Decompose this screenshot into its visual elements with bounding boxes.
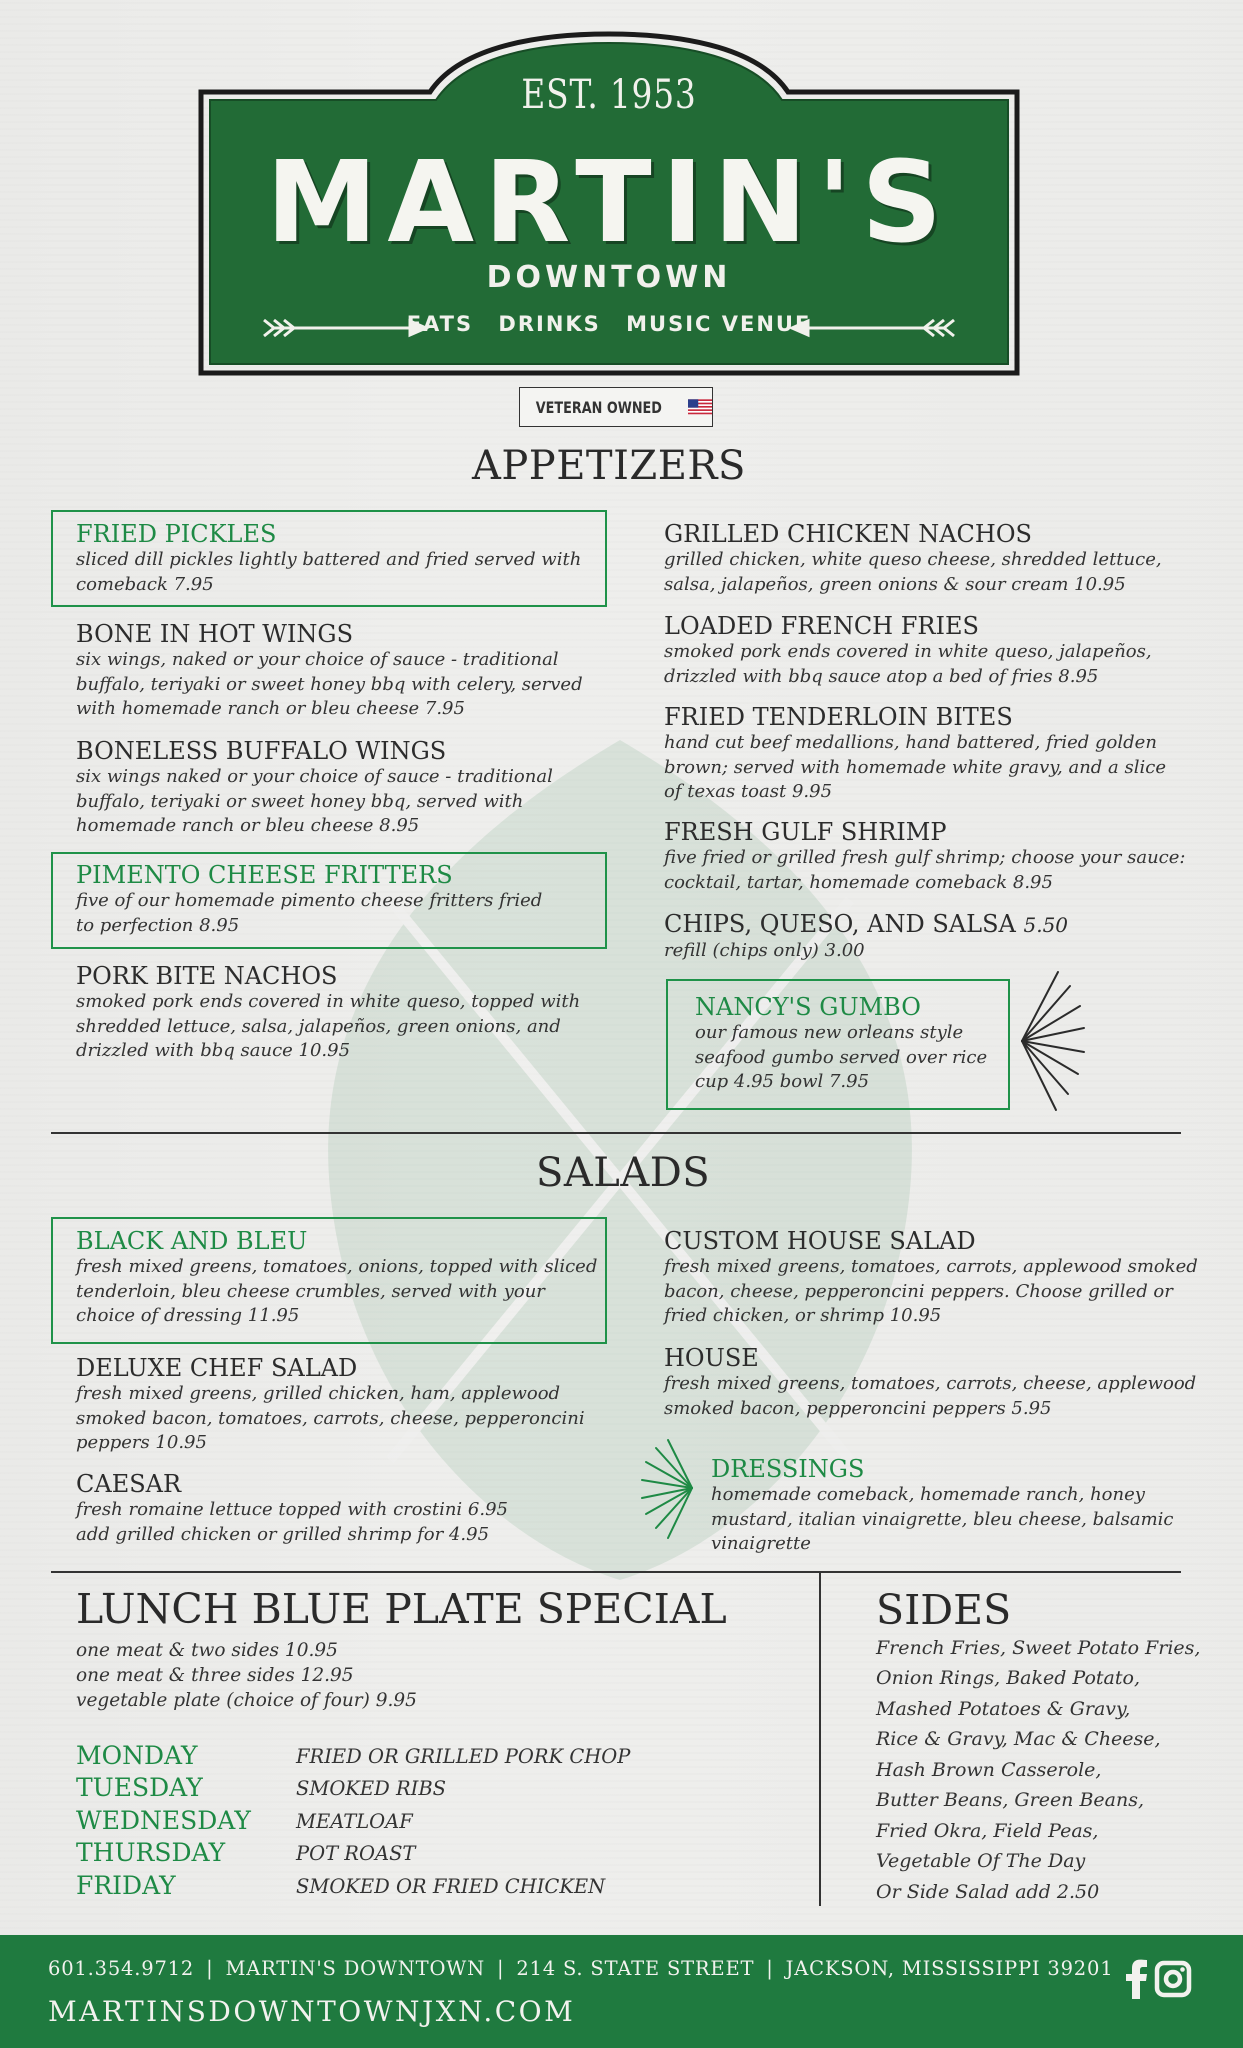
- item-name: FRIED TENDERLOIN BITES: [664, 703, 1013, 731]
- day-wednesday: WEDNESDAY: [76, 1806, 251, 1835]
- sides-line: Hash Brown Casserole,: [876, 1759, 1102, 1781]
- item-desc: refill (chips only) 3.00: [664, 940, 865, 961]
- sides-line: Vegetable Of The Day: [876, 1850, 1086, 1872]
- burst-lines-icon: [1018, 966, 1088, 1116]
- item-name: PORK BITE NACHOS: [76, 962, 338, 990]
- sides-title: SIDES: [876, 1586, 1012, 1634]
- dressings-item: [711, 1455, 1174, 1557]
- item-desc: six wings naked or your choice of sauce - traditional: [76, 766, 553, 787]
- sides-line: Mashed Potatoes & Gravy,: [876, 1698, 1131, 1720]
- tagline-music: MUSIC VENUE: [626, 312, 812, 336]
- item-desc: drizzled with bbq sauce 10.95: [76, 1040, 351, 1061]
- item-desc: homemade ranch or bleu cheese 8.95: [76, 815, 420, 836]
- item-desc: with homemade ranch or bleu cheese 7.95: [76, 698, 465, 719]
- item-desc: hand cut beef medallions, hand battered, fried golden: [664, 732, 1157, 753]
- logo-subtitle: DOWNTOWN: [486, 260, 732, 295]
- item-desc: smoked pork ends covered in white queso, topped with: [76, 991, 581, 1012]
- item-name: BLACK AND BLEU: [76, 1227, 308, 1255]
- item-name: LOADED FRENCH FRIES: [664, 612, 979, 640]
- item-desc: fried chicken, or shrimp 10.95: [664, 1305, 942, 1326]
- footer-name: MARTIN'S DOWNTOWN: [225, 1957, 485, 1980]
- facebook-icon[interactable]: [1124, 1959, 1148, 1999]
- martins-logo: [198, 30, 1020, 376]
- item-desc: vinaigrette: [711, 1533, 811, 1554]
- pork-bite-nachos-item: [76, 962, 580, 1064]
- item-name-row: [664, 910, 1068, 939]
- tagline-drinks: DRINKS: [498, 312, 601, 336]
- caesar-item: [76, 1470, 508, 1547]
- item-desc: cocktail, tartar, homemade comeback 8.95: [664, 871, 1053, 893]
- footer-separator: |: [496, 1957, 505, 1980]
- sides-line: French Fries, Sweet Potato Fries,: [876, 1637, 1201, 1659]
- dish-tuesday: SMOKED RIBS: [296, 1777, 447, 1800]
- item-desc: cup 4.95 bowl 7.95: [695, 1071, 870, 1092]
- salads-title: SALADS: [536, 1150, 711, 1196]
- item-desc: six wings, naked or your choice of sauce - traditional: [76, 649, 559, 670]
- item-desc: tenderloin, bleu cheese crumbles, served with your: [76, 1280, 545, 1302]
- tagline-eats: EATS: [406, 312, 474, 336]
- item-desc: peppers 10.95: [76, 1432, 207, 1453]
- custom-house-salad-item: [664, 1227, 1198, 1329]
- footer-separator: |: [766, 1957, 774, 1980]
- fried-pickles-item: [76, 520, 581, 597]
- item-desc: drizzled with bbq sauce atop a bed of fries 8.95: [664, 665, 1099, 687]
- item-desc: fresh romaine lettuce topped with crostini 6.95: [76, 1499, 508, 1520]
- item-desc: fresh mixed greens, tomatoes, carrots, applewood smoked: [664, 1256, 1198, 1277]
- footer-city: JACKSON, MISSISSIPPI 39201: [785, 1957, 1114, 1980]
- blue-plate-line: one meat & two sides 10.95: [76, 1640, 338, 1661]
- footer-phone[interactable]: 601.354.9712: [48, 1957, 195, 1980]
- divider: [51, 1571, 1181, 1573]
- day-friday: FRIDAY: [76, 1871, 176, 1900]
- sides-line: Onion Rings, Baked Potato,: [876, 1667, 1140, 1689]
- item-desc: brown; served with homemade white gravy, and a slice: [664, 756, 1166, 778]
- us-flag-icon: [688, 395, 712, 419]
- logo-established: EST. 1953: [521, 72, 697, 118]
- item-desc: smoked bacon, tomatoes, carrots, cheese, pepperoncini: [76, 1407, 585, 1429]
- footer-separator: |: [206, 1957, 214, 1980]
- bone-in-hot-wings-item: [76, 620, 583, 722]
- footer-info: [48, 1957, 1113, 1980]
- column-divider: [819, 1573, 821, 1906]
- item-price: 5.50: [1023, 913, 1069, 937]
- item-desc: grilled chicken, white queso cheese, shredded lettuce,: [664, 549, 1162, 570]
- house-salad-item: [664, 1344, 1196, 1421]
- blue-plate-line: one meat & three sides 12.95: [76, 1665, 354, 1686]
- day-thursday: THURSDAY: [76, 1838, 226, 1867]
- dish-wednesday: MEATLOAF: [296, 1810, 413, 1833]
- loaded-french-fries-item: [664, 612, 1152, 689]
- item-desc: fresh mixed greens, grilled chicken, ham, applewood: [76, 1383, 561, 1404]
- item-name: BONE IN HOT WINGS: [76, 620, 354, 648]
- item-name: FRIED PICKLES: [76, 520, 277, 548]
- item-desc: comeback 7.95: [76, 573, 214, 595]
- item-name: CHIPS, QUESO, AND SALSA: [664, 910, 1016, 938]
- item-name: NANCY'S GUMBO: [695, 993, 921, 1021]
- item-desc: to perfection 8.95: [76, 914, 240, 936]
- sides-line: Fried Okra, Field Peas,: [876, 1820, 1099, 1842]
- day-tuesday: TUESDAY: [76, 1773, 203, 1802]
- item-desc: fresh mixed greens, tomatoes, onions, topped with sliced: [76, 1256, 598, 1277]
- boneless-buffalo-wings-item: [76, 737, 553, 839]
- veteran-owned-label: VETERAN OWNED: [535, 397, 662, 417]
- item-desc: shredded lettuce, salsa, jalapeños, green onions, and: [76, 1015, 561, 1037]
- item-desc: five fried or grilled fresh gulf shrimp; choose your sauce:: [664, 847, 1186, 868]
- blue-plate-title: LUNCH BLUE PLATE SPECIAL: [76, 1585, 727, 1633]
- item-desc: five of our homemade pimento cheese fritters fried: [76, 890, 543, 911]
- item-name: GRILLED CHICKEN NACHOS: [664, 520, 1032, 548]
- dish-monday: FRIED OR GRILLED PORK CHOP: [296, 1745, 631, 1768]
- item-desc: seafood gumbo served over rice: [695, 1046, 988, 1068]
- grilled-chicken-nachos-item: [664, 520, 1162, 597]
- item-desc: bacon, cheese, pepperoncini peppers. Choose grilled or: [664, 1280, 1173, 1302]
- pimento-cheese-fritters-item: [76, 861, 542, 938]
- sides-line: Butter Beans, Green Beans,: [876, 1789, 1145, 1811]
- deluxe-chef-salad-item: [76, 1354, 585, 1456]
- item-desc: buffalo, teriyaki or sweet honey bbq, served with: [76, 790, 524, 812]
- item-desc: mustard, italian vinaigrette, bleu cheese, balsamic: [711, 1508, 1174, 1530]
- day-monday: MONDAY: [76, 1741, 198, 1770]
- logo-tagline: [198, 312, 1020, 336]
- dish-thursday: POT ROAST: [296, 1842, 416, 1865]
- sides-line: Rice & Gravy, Mac & Cheese,: [876, 1728, 1161, 1750]
- black-and-bleu-item: [76, 1227, 597, 1329]
- fresh-gulf-shrimp-item: [664, 818, 1185, 895]
- item-desc: smoked pork ends covered in white queso, jalapeños,: [664, 641, 1152, 662]
- blue-plate-line: vegetable plate (choice of four) 9.95: [76, 1690, 417, 1711]
- social-icons: [1124, 1959, 1192, 1999]
- divider: [51, 1132, 1181, 1134]
- instagram-icon[interactable]: [1154, 1960, 1192, 1998]
- item-name: CAESAR: [76, 1470, 182, 1498]
- item-desc: our famous new orleans style: [695, 1022, 964, 1043]
- item-name: HOUSE: [664, 1344, 759, 1372]
- fried-tenderloin-bites-item: [664, 703, 1166, 805]
- nancys-gumbo-item: [695, 993, 987, 1095]
- veteran-owned-badge: [519, 387, 713, 427]
- item-name: DELUXE CHEF SALAD: [76, 1354, 358, 1382]
- chips-queso-salsa-item: [664, 910, 1068, 964]
- item-desc: homemade comeback, homemade ranch, honey: [711, 1484, 1145, 1505]
- burst-lines-icon: [640, 1438, 696, 1540]
- item-desc: fresh mixed greens, tomatoes, carrots, cheese, applewood: [664, 1373, 1197, 1394]
- sides-line: Or Side Salad add 2.50: [876, 1881, 1100, 1903]
- item-desc: salsa, jalapeños, green onions & sour cream 10.95: [664, 573, 1126, 595]
- footer: [0, 1935, 1243, 2048]
- footer-street: 214 S. STATE STREET: [516, 1957, 755, 1980]
- item-name: DRESSINGS: [711, 1455, 865, 1483]
- item-name: FRESH GULF SHRIMP: [664, 818, 947, 846]
- item-desc: buffalo, teriyaki or sweet honey bbq with celery, served: [76, 673, 583, 695]
- item-desc: add grilled chicken or grilled shrimp for 4.95: [76, 1523, 490, 1545]
- item-desc: smoked bacon, pepperoncini peppers 5.95: [664, 1397, 1052, 1419]
- item-name: CUSTOM HOUSE SALAD: [664, 1227, 976, 1255]
- dish-friday: SMOKED OR FRIED CHICKEN: [296, 1875, 606, 1898]
- footer-website-link[interactable]: MARTINSDOWNTOWNJXN.COM: [48, 1995, 576, 2028]
- item-name: PIMENTO CHEESE FRITTERS: [76, 861, 453, 889]
- item-desc: sliced dill pickles lightly battered and fried served with: [76, 549, 582, 570]
- appetizers-title: APPETIZERS: [472, 443, 746, 489]
- item-desc: of texas toast 9.95: [664, 781, 833, 802]
- item-name: BONELESS BUFFALO WINGS: [76, 737, 447, 765]
- logo-name: MARTIN'S: [265, 138, 953, 268]
- item-desc: choice of dressing 11.95: [76, 1305, 300, 1326]
